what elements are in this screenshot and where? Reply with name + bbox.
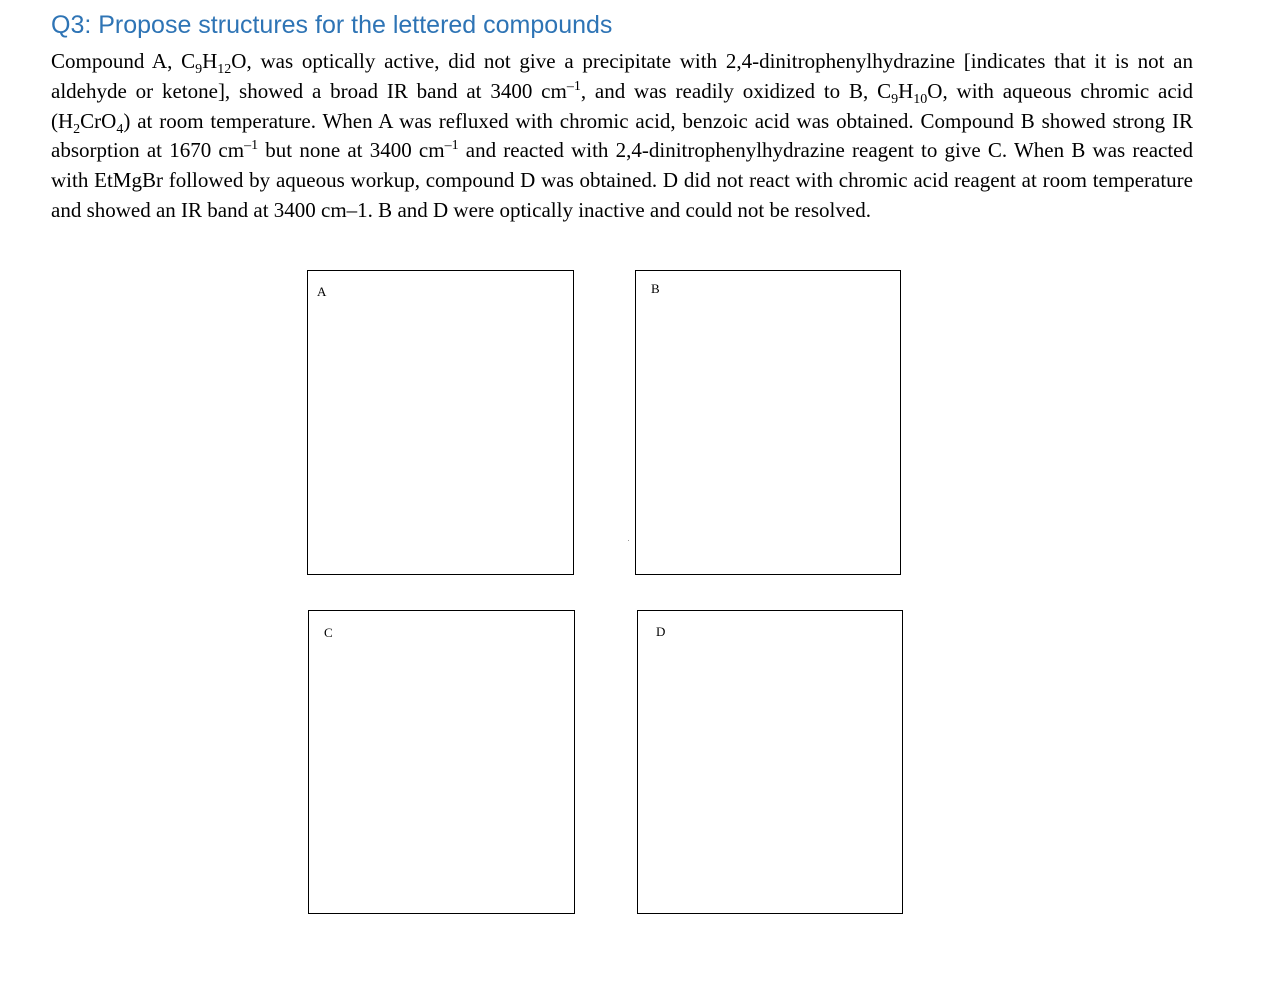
subscript: 4 <box>116 121 124 137</box>
answer-box-d[interactable] <box>637 610 903 914</box>
subscript: 10 <box>913 91 928 107</box>
answer-box-c[interactable] <box>308 610 575 914</box>
superscript: –1 <box>244 138 259 154</box>
answer-box-label-a: A <box>317 284 327 299</box>
text-segment: O, was optically active, did not give a precipitate with 2,4-dinitrophenylhydrazine [indicates that it is not an aldehyde or ketone], showed a broad IR band at 3400 cm <box>51 49 1194 103</box>
text-segment: but none at 3400 cm <box>258 138 445 163</box>
answer-box-label-d: D <box>656 624 666 639</box>
question-heading: Q3: Propose structures for the lettered compounds <box>51 11 613 39</box>
text-segment: , and was readily oxidized to B, C <box>580 78 892 103</box>
answer-box-b[interactable] <box>635 270 901 575</box>
stray-mark <box>628 540 629 541</box>
question-text <box>51 47 1193 226</box>
subscript: 12 <box>217 62 232 77</box>
text-segment: H <box>202 49 218 73</box>
text-segment: CrO <box>80 108 117 133</box>
text-segment: Compound A, C <box>51 49 196 73</box>
text-segment: H <box>898 78 914 103</box>
text-segment: ) at room temperature. When A was refluxed with chromic acid, benzoic acid was obtained. Compound B showed strong IR absorption at 1670 cm <box>51 108 1193 163</box>
superscript: –1 <box>566 78 581 94</box>
answer-box-a[interactable] <box>307 270 574 575</box>
subscript: 9 <box>195 62 203 77</box>
subscript: 9 <box>891 91 899 107</box>
superscript: –1 <box>444 138 459 154</box>
answer-box-label-b: B <box>651 281 660 296</box>
text-segment: and reacted with 2,4-dinitrophenylhydrazine reagent to give C. When B was reacted with EtMgBr followed by aqueous workup, compound D was obtained. D did not react with chromic acid reagent at room temperature and showed an IR band at 3400 cm–1. B and D were optically inactive and could not be resolved. <box>51 138 1194 222</box>
subscript: 2 <box>73 121 81 137</box>
answer-box-label-c: C <box>324 625 333 640</box>
text-segment: O, with aqueous chromic acid (H <box>51 78 1193 133</box>
